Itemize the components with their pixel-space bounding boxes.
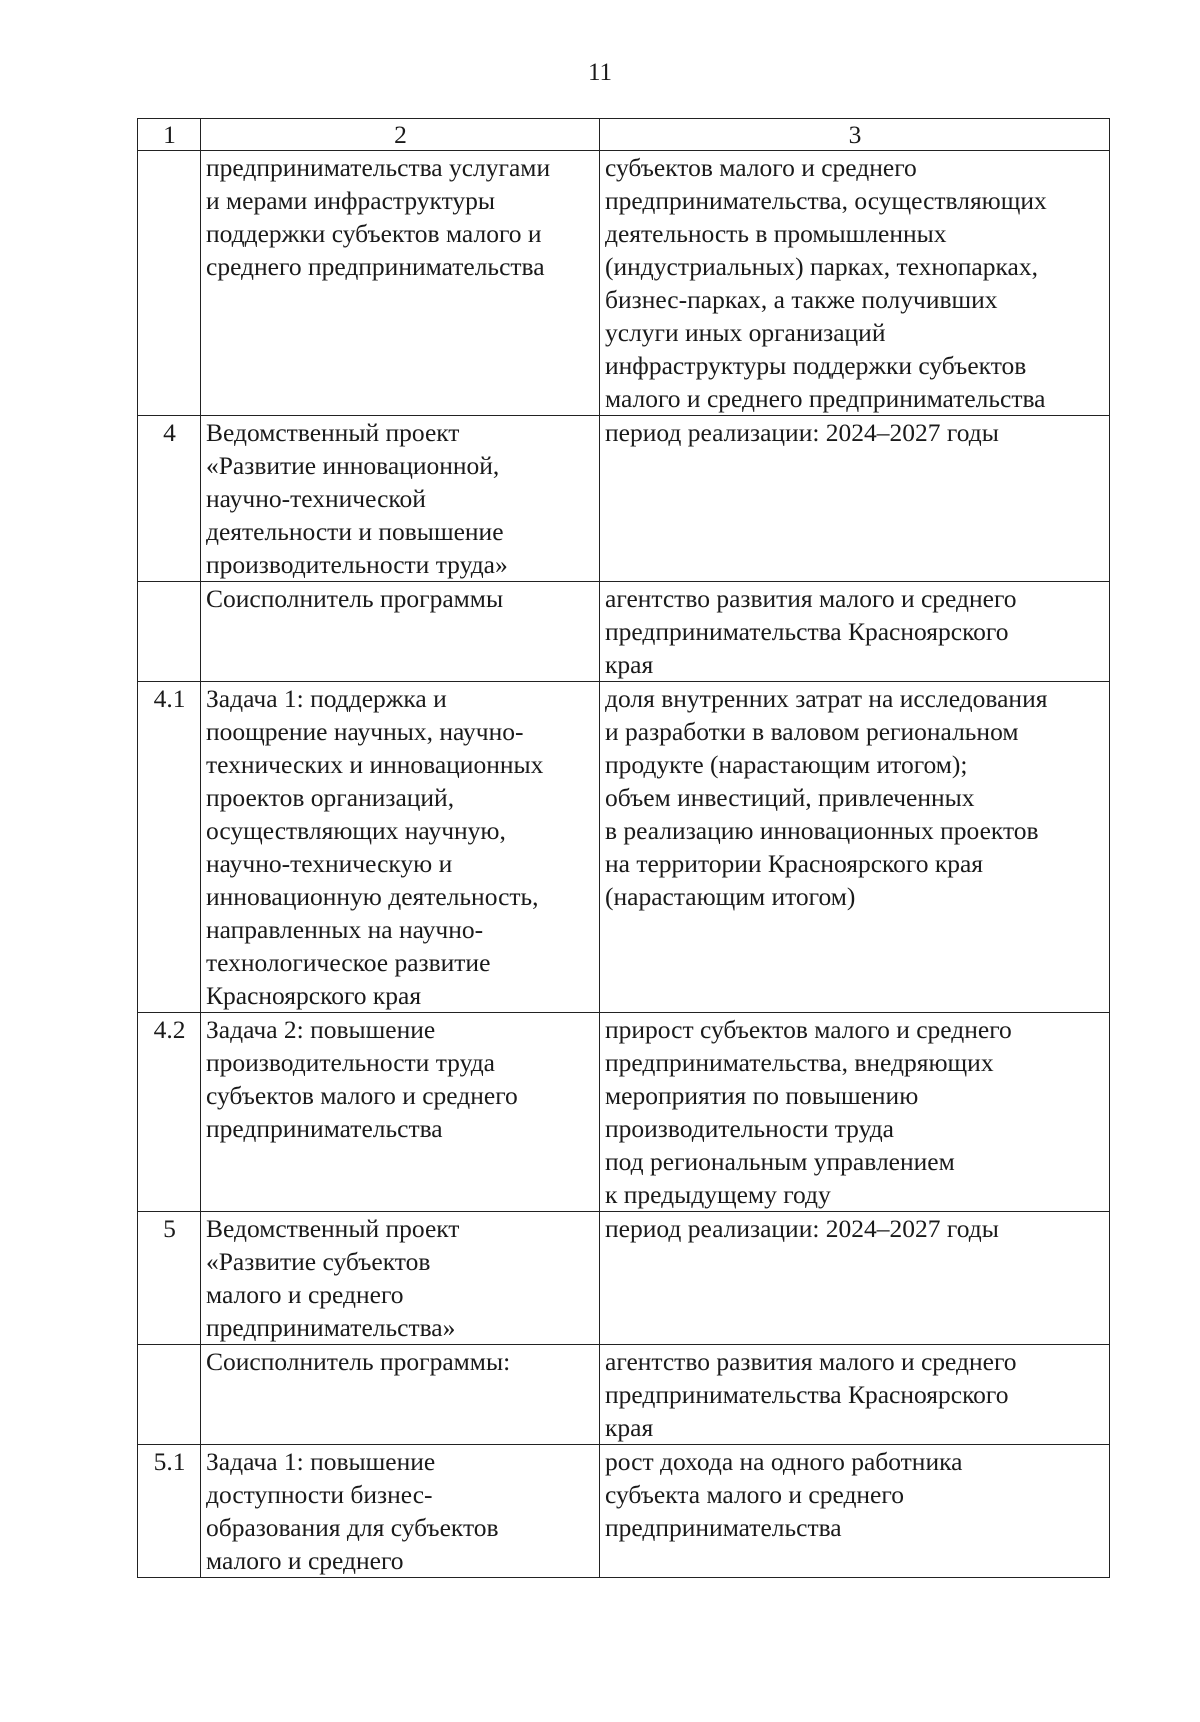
row-indicator: агентство развития малого и среднего предпринимательства Красноярского края bbox=[605, 584, 1017, 679]
row-description: Ведомственный проект «Развитие инновационной, научно-технической деятельности и повышение производительности труда» bbox=[206, 418, 508, 579]
row-description-cell bbox=[201, 1445, 600, 1578]
row-description: Ведомственный проект «Развитие субъектов малого и среднего предпринимательства» bbox=[206, 1214, 460, 1342]
program-table bbox=[137, 118, 1110, 1578]
row-indicator-cell bbox=[600, 1013, 1110, 1212]
table-header-row bbox=[138, 119, 1110, 151]
page-number: 11 bbox=[587, 59, 613, 86]
row-description: Задача 2: повышение производительности труда субъектов малого и среднего предпринимательства bbox=[206, 1015, 518, 1143]
row-description-cell bbox=[201, 1345, 600, 1445]
row-description: Задача 1: повышение доступности бизнес- образования для субъектов малого и среднего bbox=[206, 1447, 499, 1575]
row-indicator-cell bbox=[600, 416, 1110, 582]
header-cell-3: 3 bbox=[600, 119, 1110, 151]
row-description-cell bbox=[201, 682, 600, 1013]
header-cell-2: 2 bbox=[201, 119, 600, 151]
row-number: 4.1 bbox=[138, 682, 201, 1013]
row-indicator: доля внутренних затрат на исследования и разработки в валовом региональном продукте (нарастающим итогом); объем инвестиций, привлеченных в реализацию инновационных проектов на территории Красноярского края (нарастающим итогом) bbox=[605, 684, 1048, 911]
table-row bbox=[138, 1445, 1110, 1578]
row-number bbox=[138, 151, 201, 416]
row-indicator: агентство развития малого и среднего предпринимательства Красноярского края bbox=[605, 1347, 1017, 1442]
row-indicator-cell bbox=[600, 582, 1110, 682]
row-description-cell bbox=[201, 1013, 600, 1212]
row-number bbox=[138, 582, 201, 682]
row-indicator-cell bbox=[600, 151, 1110, 416]
row-number: 5 bbox=[138, 1212, 201, 1345]
row-indicator-cell bbox=[600, 1212, 1110, 1345]
row-description-cell bbox=[201, 582, 600, 682]
row-indicator-cell bbox=[600, 1345, 1110, 1445]
row-indicator: период реализации: 2024–2027 годы bbox=[605, 418, 999, 447]
row-description: Соисполнитель программы bbox=[206, 584, 504, 613]
table-row bbox=[138, 151, 1110, 416]
table-row bbox=[138, 416, 1110, 582]
row-indicator: субъектов малого и среднего предпринимательства, осуществляющих деятельность в промышленных (индустриальных) парках, технопарках, бизнес-парках, а также получивших услуги иных организаций инфраструктуры поддержки субъектов малого и среднего предпринимательства bbox=[605, 153, 1047, 413]
row-number: 4 bbox=[138, 416, 201, 582]
row-description-cell bbox=[201, 1212, 600, 1345]
row-indicator-cell bbox=[600, 682, 1110, 1013]
row-number: 5.1 bbox=[138, 1445, 201, 1578]
row-description: Задача 1: поддержка и поощрение научных, научно- технических и инновационных проектов организаций, осуществляющих научную, научно-техническую и инновационную деятельность, направленных на научно- технологическое развитие Красноярского края bbox=[206, 684, 544, 1010]
table-row bbox=[138, 682, 1110, 1013]
row-description: предпринимательства услугами и мерами инфраструктуры поддержки субъектов малого и среднего предпринимательства bbox=[206, 153, 551, 281]
row-indicator: прирост субъектов малого и среднего предпринимательства, внедряющих мероприятия по повышению производительности труда под региональным управлением к предыдущему году bbox=[605, 1015, 1012, 1209]
row-indicator: период реализации: 2024–2027 годы bbox=[605, 1214, 999, 1243]
row-description-cell bbox=[201, 151, 600, 416]
table-row bbox=[138, 582, 1110, 682]
table-row bbox=[138, 1212, 1110, 1345]
row-number bbox=[138, 1345, 201, 1445]
row-description-cell bbox=[201, 416, 600, 582]
row-indicator: рост дохода на одного работника субъекта малого и среднего предпринимательства bbox=[605, 1447, 963, 1542]
header-cell-1: 1 bbox=[138, 119, 201, 151]
row-indicator-cell bbox=[600, 1445, 1110, 1578]
row-description: Соисполнитель программы: bbox=[206, 1347, 511, 1376]
table-row bbox=[138, 1013, 1110, 1212]
row-number: 4.2 bbox=[138, 1013, 201, 1212]
table-row bbox=[138, 1345, 1110, 1445]
